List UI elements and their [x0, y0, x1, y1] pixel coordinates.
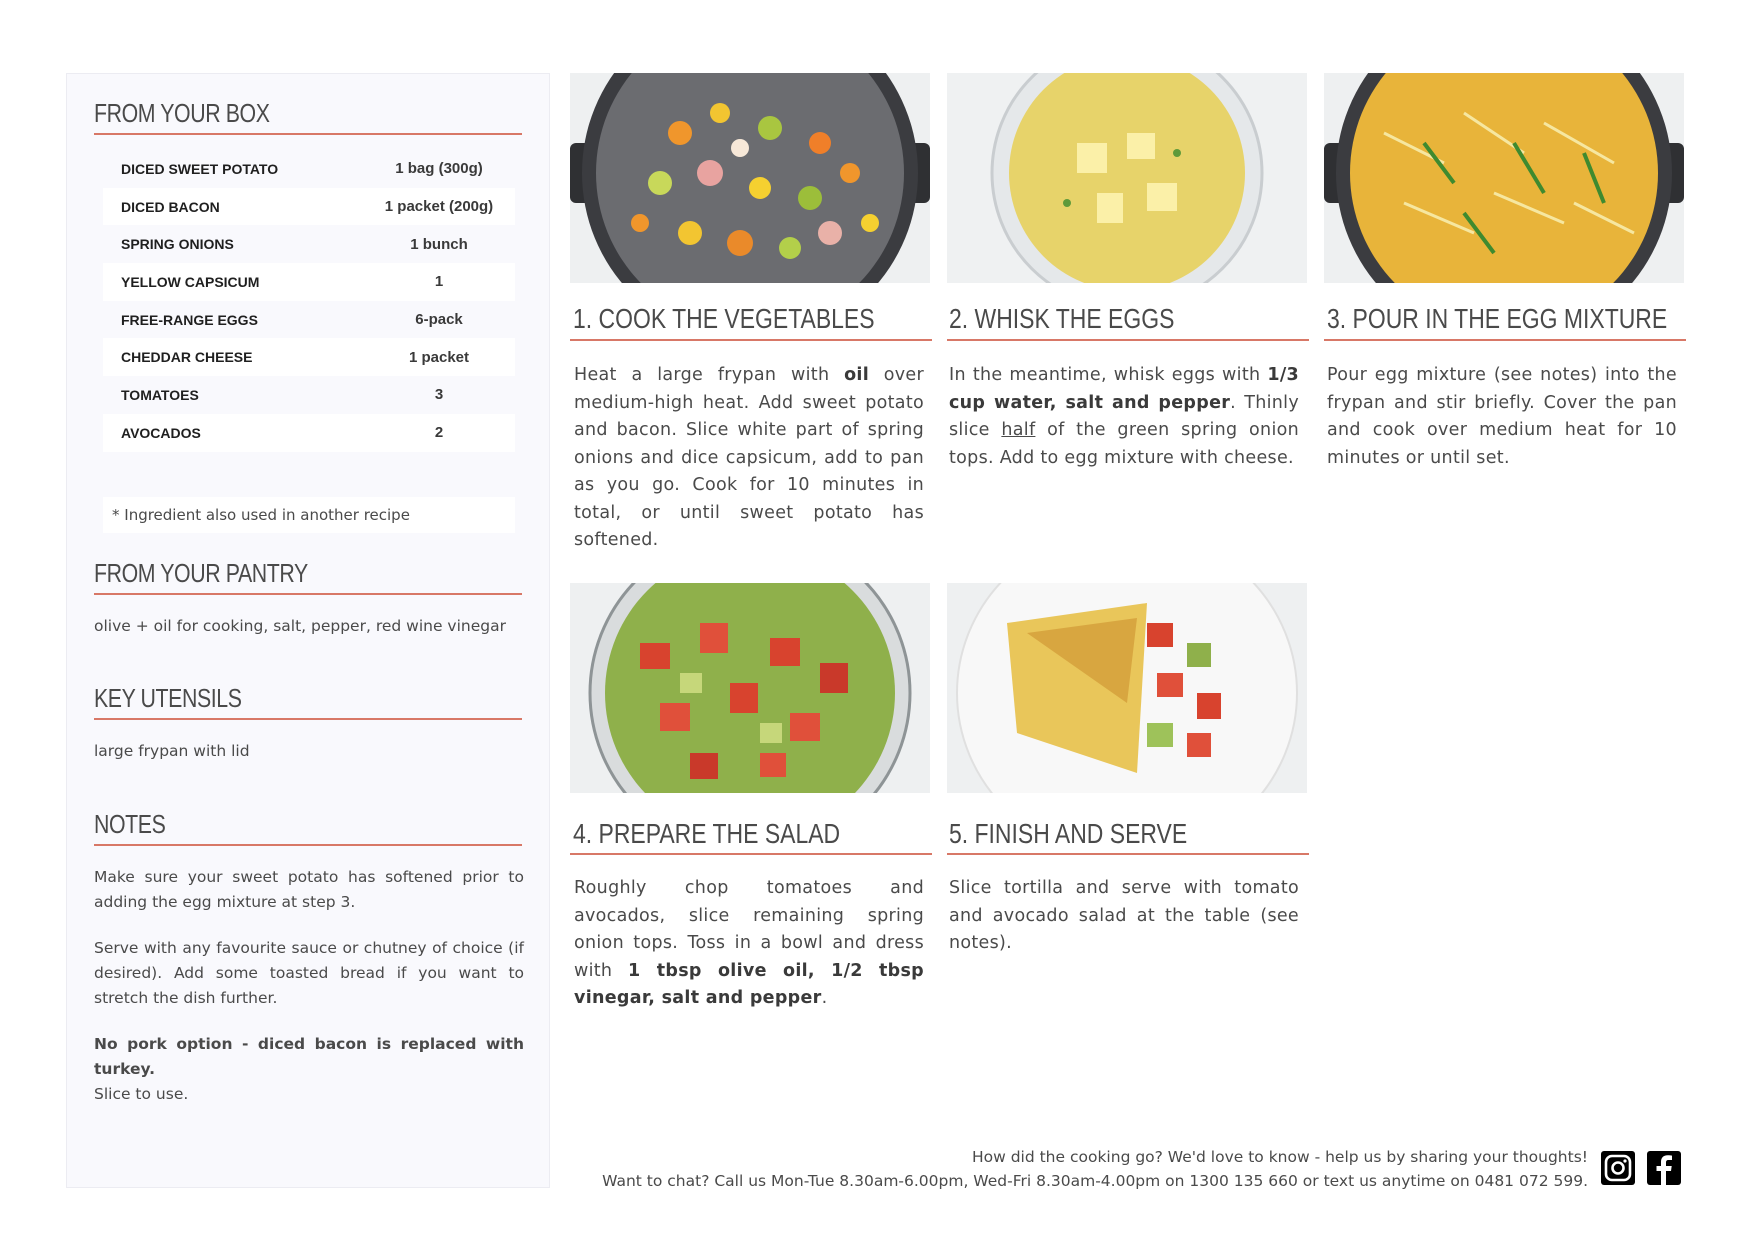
step-text-part: Heat a large frypan with — [574, 365, 845, 385]
ingredients-panel — [66, 73, 550, 1188]
ingredient-qty: 1 packet — [408, 348, 470, 366]
ingredient-qty: 1 packet (200g) — [384, 198, 494, 216]
step-2-heading: 2. WHISK THE EGGS — [949, 303, 1175, 334]
heading-rule — [94, 844, 522, 846]
ingredient-row — [103, 301, 515, 339]
ingredient-row — [103, 263, 515, 301]
step-text-part: . Thinly slice — [949, 392, 1299, 440]
ingredient-name: FREE-RANGE EGGS — [121, 311, 258, 328]
step-rule — [947, 339, 1309, 341]
step-rule — [947, 853, 1309, 855]
ingredient-name: DICED BACON — [121, 198, 220, 215]
ingredient-name: DICED SWEET POTATO — [121, 160, 279, 177]
note-2: Serve with any favourite sauce or chutney of choice (if desired). Add some toasted bread if you want to stretch the dish further. — [94, 939, 524, 1007]
ingredients-table — [103, 150, 515, 452]
step-5-text — [949, 875, 1299, 958]
ingredient-row — [103, 225, 515, 263]
step-4-text — [574, 875, 924, 1013]
step-1-text — [574, 362, 924, 555]
step-3-photo — [1324, 73, 1684, 283]
ingredient-row — [103, 414, 515, 452]
ingredient-qty: 1 — [434, 273, 444, 291]
step-text-part: Slice tortilla and serve with tomato and avocado salad at the table (see notes). — [949, 878, 1299, 953]
ingredient-qty: 3 — [434, 386, 444, 404]
key-utensils-heading: KEY UTENSILS — [94, 683, 242, 713]
utensils-text: large frypan with lid — [94, 742, 250, 760]
ingredient-name: TOMATOES — [121, 386, 199, 403]
ingredient-name: CHEDDAR CHEESE — [121, 349, 253, 366]
step-text-underline: half — [1001, 420, 1036, 440]
ingredient-qty: 1 bunch — [410, 235, 468, 253]
footer-feedback: How did the cooking go? We'd love to know - help us by sharing your thoughts! — [971, 1148, 1588, 1166]
ingredient-qty: 6-pack — [415, 311, 463, 329]
heading-rule — [94, 593, 522, 595]
step-text-bold: oil — [844, 365, 870, 385]
step-text-part: Roughly chop tomatoes and avocados, slice remaining spring onion tops. Toss in a bowl and dress with — [574, 878, 924, 981]
ingredient-name: YELLOW CAPSICUM — [121, 273, 260, 290]
step-3-text — [1327, 362, 1677, 472]
ingredient-qty: 1 bag (300g) — [395, 160, 483, 178]
ingredient-row — [103, 338, 515, 376]
ingredient-qty: 2 — [434, 424, 444, 442]
step-text-part: In the meantime, whisk eggs with — [949, 365, 1268, 385]
step-5-heading: 5. FINISH AND SERVE — [949, 818, 1188, 849]
from-your-pantry-heading: FROM YOUR PANTRY — [94, 558, 308, 588]
pantry-text: olive + oil for cooking, salt, pepper, red wine vinegar — [94, 617, 506, 635]
step-1-heading: 1. COOK THE VEGETABLES — [573, 303, 875, 334]
ingredient-row — [103, 376, 515, 414]
footer-contact: Want to chat? Call us Mon-Tue 8.30am-6.00pm, Wed-Fri 8.30am-4.00pm on 1300 135 660 or text us anytime on 0481 072 599. — [602, 1172, 1588, 1190]
note-3-rest: Slice to use. — [94, 1085, 189, 1103]
facebook-icon[interactable] — [1646, 1150, 1682, 1186]
instagram-icon[interactable] — [1600, 1150, 1636, 1186]
step-rule — [570, 339, 932, 341]
step-text-part: over medium-high heat. Add sweet potato and bacon. Slice white part of spring onions and dice capsicum, add to pan as you go. Cook for 10 minutes in total, or until sweet potato has softened. — [574, 365, 924, 550]
heading-rule — [94, 133, 522, 135]
step-text-bold: 1 tbsp olive oil, 1/2 tbsp vinegar, salt and pepper — [574, 960, 924, 1008]
step-4-photo — [570, 583, 930, 793]
step-rule — [1324, 339, 1686, 341]
note-3 — [94, 1032, 524, 1107]
step-3-heading: 3. POUR IN THE EGG MIXTURE — [1327, 303, 1668, 334]
ingredient-name: AVOCADOS — [121, 424, 201, 441]
heading-rule — [94, 718, 522, 720]
step-4-heading: 4. PREPARE THE SALAD — [573, 818, 841, 849]
note-1: Make sure your sweet potato has softened prior to adding the egg mixture at step 3. — [94, 868, 524, 911]
ingredient-row — [103, 188, 515, 226]
step-text-part: of the green spring onion tops. Add to egg mixture with cheese. — [949, 420, 1299, 468]
step-2-photo — [947, 73, 1307, 283]
from-your-box-heading: FROM YOUR BOX — [94, 98, 270, 128]
step-2-text — [949, 362, 1299, 472]
ingredient-name: SPRING ONIONS — [121, 236, 234, 253]
step-1-photo — [570, 73, 930, 283]
ingredient-row — [103, 150, 515, 188]
step-text-part: . — [821, 988, 828, 1008]
notes-heading: NOTES — [94, 809, 166, 839]
ingredient-footnote: * Ingredient also used in another recipe — [103, 497, 515, 533]
step-text-bold: 1/3 cup water, salt and pepper — [949, 365, 1299, 413]
step-rule — [570, 853, 932, 855]
step-5-photo — [947, 583, 1307, 793]
note-3-bold: No pork option - diced bacon is replaced with turkey. — [94, 1035, 524, 1078]
step-text-part: Pour egg mixture (see notes) into the frypan and stir briefly. Cover the pan and cook over medium heat for 10 minutes or until set. — [1327, 365, 1677, 468]
